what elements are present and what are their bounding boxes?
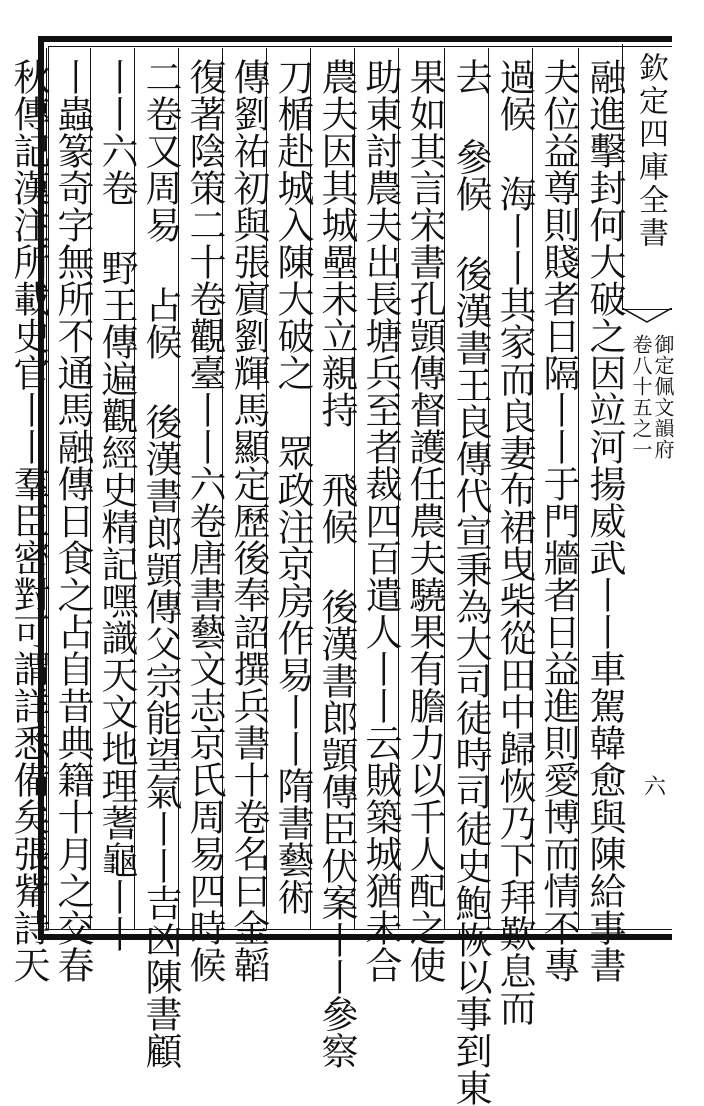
text-column: 復著陰策二十卷觀臺丨丨六卷唐書藝文志京氏周易四時候 xyxy=(183,58,226,983)
text-column: 助東討農夫出長塘兵至者裁四百遣人丨丨云賊築城猶未合 xyxy=(359,58,402,983)
text-column: 秋傳記漢注所載史官丨丨羣臣密對可謂詳悉備矣張觜詩天 xyxy=(7,58,50,983)
text-column: 二卷又周易 占候 後漢書郎顗傳父宗能望氣丨丨吉凶陳書顧 xyxy=(139,58,182,1069)
text-column: 夫位益尊則賤者日隔丨丨于門牆者日益進則愛博而情不專 xyxy=(537,58,580,983)
book-title: 欽定四庫全書 xyxy=(633,52,668,250)
subtitle-line-2: 卷八十五之一 xyxy=(629,334,653,460)
text-column: 過候 海丨丨其家而良妻布裙曳柴從田中歸恢乃下拜歎息而 xyxy=(493,58,536,1026)
subtitle-line-1: 御定佩文韻府 xyxy=(651,334,675,460)
text-column: 融進擊封何大破之因竝河揚威武丨丨車駕韓愈與陳給事書 xyxy=(583,58,626,983)
text-column: 刀楯赴城入陳大破之 眾政注京房作易丨丨隋書藝術 xyxy=(271,58,314,915)
text-column: 丨蟲篆奇字無所不通馬融傳日食之占自昔典籍十月之交春 xyxy=(51,58,94,983)
text-column: 果如其言宋書孔顗傳督護任農夫驍果有膽力以千人配之使 xyxy=(403,58,446,983)
text-column: 丨丨六卷 野王傳遍觀經史精記嘿識天文地理蓍龜丨丨 xyxy=(95,58,138,952)
page-number: 六 xyxy=(644,775,667,800)
text-column: 農夫因其城壘未立親持 飛候 後漢書郎顗傳臣伏案丨丨參察 xyxy=(315,58,358,1069)
fishtail-ornament-icon xyxy=(622,308,672,326)
text-column: 去 參候 後漢書王良傳代宣秉為大司徒時司徒史鮑恢以事到東 xyxy=(449,58,492,1106)
volume-subtitle xyxy=(630,334,674,584)
text-column: 傳劉祐初與張賔劉輝馬顯定歷後奉詔撰兵書十卷名曰金韜 xyxy=(227,58,270,983)
